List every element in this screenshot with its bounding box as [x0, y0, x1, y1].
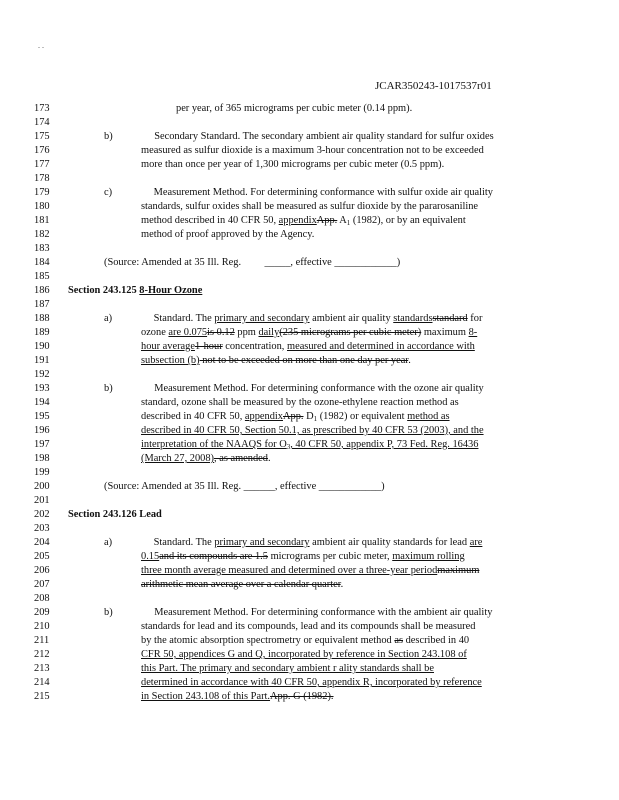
inserted-text: appendix — [278, 215, 317, 226]
line-number: 209 — [34, 607, 50, 618]
line-text — [104, 257, 400, 269]
deleted-text: App. — [316, 215, 338, 226]
line-number: 199 — [34, 467, 50, 478]
deleted-text: not to be exceeded on more than one day per year — [199, 355, 409, 366]
text-run: per year, of 365 micrograms per cubic meter (0.14 ppm). — [176, 103, 413, 114]
line-number: 181 — [34, 215, 50, 226]
line-number: 197 — [34, 439, 50, 450]
text-run: standards for lead and its compounds, lead and its compounds shall be measured — [141, 621, 476, 632]
line-text — [141, 229, 314, 241]
text-run: Measurement Method. For determining conformance with the ozone air quality — [112, 383, 484, 394]
text-run: (1982), or by an equivalent — [350, 215, 466, 226]
text-run: ppm — [234, 327, 259, 338]
inserted-text: are — [469, 537, 483, 548]
line-number: 215 — [34, 691, 50, 702]
text-run: maximum — [421, 327, 469, 338]
line-number: 194 — [34, 397, 50, 408]
deleted-text: maximum — [437, 565, 480, 576]
text-run: Standard. The — [112, 537, 215, 548]
line-text — [141, 439, 478, 451]
text-run: ambient air quality standards for lead — [309, 537, 470, 548]
line-number: 175 — [34, 131, 50, 142]
inserted-text: this Part. The primary and secondary ambient r ality standards shall be — [141, 663, 434, 674]
line-number: 200 — [34, 481, 50, 492]
text-run: b) — [104, 383, 113, 394]
text-run: ambient air quality — [309, 313, 394, 324]
line-number: 207 — [34, 579, 50, 590]
inserted-text: primary and secondary — [214, 537, 310, 548]
text-run: (Source: Amended at 35 Ill. Reg. _____, effective ____________) — [104, 257, 401, 268]
inserted-text: primary and secondary — [214, 313, 310, 324]
deleted-text: standard — [432, 313, 468, 324]
inserted-text: daily — [258, 327, 280, 338]
deleted-text: 1-hour — [194, 341, 223, 352]
text-run: a) — [104, 313, 113, 324]
text-run: 3 — [286, 443, 291, 451]
line-number: 173 — [34, 103, 50, 114]
document-id: JCAR350243-1017537r01 — [375, 80, 492, 92]
line-text — [141, 425, 484, 437]
inserted-text: determined in accordance with 40 CFR 50, appendix R, incorporated by reference — [141, 677, 482, 688]
text-run: standard, ozone shall be measured by the ozone-ethylene reaction method as — [141, 397, 459, 408]
line-number: 201 — [34, 495, 50, 506]
text-run: 1 — [313, 415, 318, 423]
line-number: 213 — [34, 663, 50, 674]
line-text — [141, 551, 465, 563]
line-text — [141, 355, 411, 367]
line-number: 177 — [34, 159, 50, 170]
line-text — [141, 327, 477, 339]
line-number: 192 — [34, 369, 50, 380]
inserted-text: method as — [407, 411, 450, 422]
line-number: 186 — [34, 285, 50, 296]
line-text — [68, 509, 162, 521]
deleted-text: App. — [283, 411, 304, 422]
inserted-text: interpretation of the NAAQS for O — [141, 439, 287, 450]
deleted-text: and its compounds are 1.5 — [159, 551, 268, 562]
line-number: 202 — [34, 509, 50, 520]
text-run: a) — [104, 537, 113, 548]
text-run: concentration, — [222, 341, 287, 352]
line-text — [141, 215, 466, 227]
inserted-text: (March 27, 2008) — [141, 453, 215, 464]
line-number: 210 — [34, 621, 50, 632]
line-text — [141, 397, 459, 409]
line-text — [141, 565, 479, 577]
text-run: . — [340, 579, 344, 590]
text-run: (1982) or equivalent — [317, 411, 408, 422]
text-run: Measurement Method. For determining conformance with the ambient air quality — [112, 607, 493, 618]
line-text — [104, 131, 494, 143]
line-number: 214 — [34, 677, 50, 688]
deleted-text: (235 micrograms per cubic meter) — [279, 327, 422, 338]
line-text — [141, 663, 434, 675]
line-number: 189 — [34, 327, 50, 338]
text-run: Secondary Standard. The secondary ambient air quality standard for sulfur oxides — [112, 131, 494, 142]
line-number: 203 — [34, 523, 50, 534]
line-number: 178 — [34, 173, 50, 184]
line-number: 206 — [34, 565, 50, 576]
inserted-text: appendix — [244, 411, 283, 422]
line-text — [141, 145, 484, 157]
line-text — [141, 159, 444, 171]
line-number: 208 — [34, 593, 50, 604]
line-text — [141, 649, 467, 661]
line-number: 185 — [34, 271, 50, 282]
text-run: . — [408, 355, 411, 366]
inserted-text: are 0.075 — [168, 327, 208, 338]
text-run: described in 40 — [403, 635, 470, 646]
inserted-text: 0.15 — [141, 551, 160, 562]
text-run: measured as sulfur dioxide is a maximum 3-hour concentration not to be exceeded — [141, 145, 484, 156]
text-run: A — [337, 215, 347, 226]
deleted-text: App. G (1982). — [270, 691, 334, 702]
line-text — [104, 383, 484, 395]
line-text — [68, 285, 202, 297]
text-run: micrograms per cubic meter, — [267, 551, 393, 562]
line-text — [141, 621, 475, 633]
line-text — [141, 691, 334, 703]
text-run: Section 243.125 — [68, 285, 140, 296]
text-run: standards, sulfur oxides shall be measured as sulfur dioxide by the pararosaniline — [141, 201, 479, 212]
inserted-text: measured and determined in accordance with — [287, 341, 475, 352]
line-text — [141, 341, 475, 353]
text-run: by the atomic absorption spectrometry or equivalent method — [141, 635, 395, 646]
text-run: ozone — [141, 327, 169, 338]
text-run: Section 243.126 Lead — [68, 509, 162, 520]
inserted-text: 8- — [468, 327, 478, 338]
text-run: b) — [104, 131, 113, 142]
line-number: 184 — [34, 257, 50, 268]
line-number: 195 — [34, 411, 50, 422]
line-number: 193 — [34, 383, 50, 394]
text-run: b) — [104, 607, 113, 618]
text-run: 8-Hour Ozone — [139, 285, 203, 296]
deleted-text: is 0.12 — [207, 327, 235, 338]
line-number: 190 — [34, 341, 50, 352]
inserted-text: maximum rolling — [392, 551, 465, 562]
text-run: method described in 40 CFR 50, — [141, 215, 279, 226]
line-text — [141, 677, 482, 689]
text-run: more than once per year of 1,300 micrograms per cubic meter (0.5 ppm). — [141, 159, 445, 170]
inserted-text: hour average — [141, 341, 195, 352]
page-specks: . . — [38, 41, 44, 50]
inserted-text: standards — [393, 313, 433, 324]
line-number: 182 — [34, 229, 50, 240]
line-text — [104, 313, 482, 325]
text-run: (Source: Amended at 35 Ill. Reg. ______, effective ____________) — [104, 481, 385, 492]
line-number: 187 — [34, 299, 50, 310]
inserted-text: three month average measured and determined over a three-year period — [141, 565, 438, 576]
text-run: Standard. The — [112, 313, 215, 324]
line-text — [104, 537, 482, 549]
deleted-text: arithmetic mean average over a calendar quarter — [141, 579, 341, 590]
text-run: method of proof approved by the Agency. — [141, 229, 315, 240]
text-run: for — [467, 313, 483, 324]
line-number: 205 — [34, 551, 50, 562]
inserted-text: in Section 243.108 of this Part. — [141, 691, 271, 702]
text-run: Measurement Method. For determining conformance with sulfur oxide air quality — [112, 187, 493, 198]
text-run: D — [303, 411, 314, 422]
line-text — [141, 411, 450, 423]
inserted-text: , 40 CFR 50, appendix P, 73 — [290, 439, 410, 450]
line-text — [141, 579, 343, 591]
inserted-text: subsection (b) — [141, 355, 200, 366]
line-number: 196 — [34, 425, 50, 436]
text-run: . — [267, 453, 271, 464]
inserted-text: Fed. Reg. 16436 — [409, 439, 479, 450]
line-number: 180 — [34, 201, 50, 212]
line-text — [104, 187, 493, 199]
line-number: 176 — [34, 145, 50, 156]
line-number: 198 — [34, 453, 50, 464]
line-number: 174 — [34, 117, 50, 128]
line-text — [141, 453, 271, 465]
line-text — [141, 201, 478, 213]
inserted-text: described in 40 CFR 50, Section 50.1, as prescribed by 40 CFR 53 (2003), and the — [141, 425, 484, 436]
line-text — [104, 481, 385, 493]
deleted-text: as — [394, 635, 404, 646]
text-run: c) — [104, 187, 113, 198]
line-number: 188 — [34, 313, 50, 324]
line-text — [104, 607, 492, 619]
line-number: 211 — [34, 635, 50, 646]
line-number: 191 — [34, 355, 50, 366]
line-text — [176, 103, 412, 115]
line-text — [141, 635, 469, 647]
text-run: 1 — [346, 219, 351, 227]
text-run: described in 40 CFR 50, — [141, 411, 245, 422]
line-number: 212 — [34, 649, 50, 660]
line-number: 204 — [34, 537, 50, 548]
line-number: 179 — [34, 187, 50, 198]
inserted-text: CFR 50, appendices G and Q, incorporated by reference in Section 243.108 of — [141, 649, 467, 660]
deleted-text: , as amended — [214, 453, 268, 464]
line-number: 183 — [34, 243, 50, 254]
